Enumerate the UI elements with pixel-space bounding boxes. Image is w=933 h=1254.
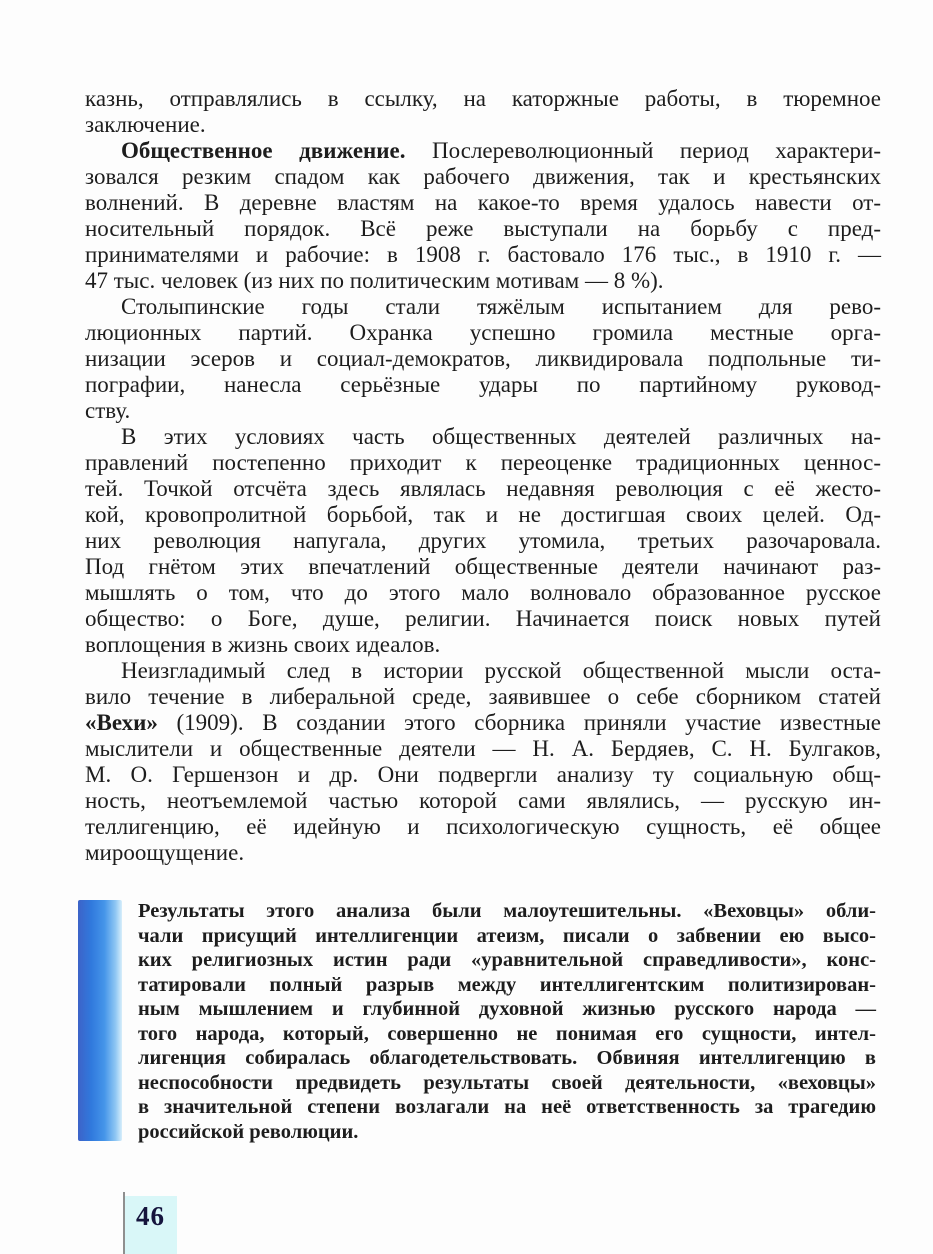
text-line: в значительной степени возлагали на неё ответственность за трагедию — [138, 1096, 876, 1118]
text-line: воплощения в жизнь своих идеалов. — [85, 632, 441, 657]
supplement-block — [85, 899, 881, 1144]
text-line: 47 тыс. человек (из них по политическим мотивам — 8 %). — [85, 268, 664, 293]
text-line: пографии, нанесла серьёзные удары по партийному руковод- — [85, 372, 881, 397]
text-line: теллигенцию, её идейную и психологическую сущность, её общее — [85, 814, 881, 839]
text-line: мироощущение. — [85, 840, 245, 865]
text-line: люционных партий. Охранка успешно громила местные орга- — [85, 320, 881, 345]
text-line: Результаты этого анализа были малоутешительны. «Веховцы» обли- — [138, 900, 876, 922]
text-line: ным мышлением и глубинной духовной жизнью русского народа — — [138, 998, 876, 1020]
text-line: лигенция собиралась облагодетельствовать. Обвиняя интеллигенцию в — [138, 1047, 876, 1069]
text-line: казнь, отправлялись в ссылку, на каторжные работы, в тюремное — [85, 86, 881, 111]
text-line: низации эсеров и социал-демократов, ликвидировала подпольные ти- — [85, 346, 881, 371]
text-line: татировали полный разрыв между интеллигентским политизирован- — [138, 973, 876, 996]
text-line: Общественное движение. Послереволюционный период характери- — [121, 138, 882, 163]
text-line: зовался резким спадом как рабочего движения, так и крестьянских — [85, 164, 881, 189]
text-line: В этих условиях часть общественных деятелей различных на- — [121, 424, 881, 449]
text-line: мышлять о том, что до этого мало волновало образованное русское — [85, 580, 881, 605]
text-line: общество: о Боге, душе, религии. Начинается поиск новых путей — [85, 606, 881, 631]
text-line: них революция напугала, других утомила, третьих разочаровала. — [85, 528, 881, 553]
text-line: Под гнётом этих впечатлений общественные деятели начинают раз- — [85, 554, 881, 579]
text-line: тей. Точкой отсчёта здесь являлась недавняя революция с её жесто- — [85, 476, 881, 501]
text-line: чали присущий интеллигенции атеизм, писали о забвении ею высо- — [138, 924, 876, 947]
text-line: заключение. — [85, 112, 206, 137]
text-line: М. О. Гершензон и др. Они подвергли анализу ту социальную общ- — [85, 762, 881, 787]
text-line: «Вехи» (1909). В создании этого сборника приняли участие известные — [85, 710, 881, 735]
page-number-box — [125, 1196, 177, 1254]
text-line: ству. — [85, 398, 131, 423]
text-line: Неизгладимый след в истории русской общественной мысли оста- — [121, 658, 881, 683]
text-line: мыслители и общественные деятели — Н. А. Бердяев, С. Н. Булгаков, — [85, 736, 881, 761]
text-line: неспособности предвидеть результаты своей деятельности, «веховцы» — [138, 1071, 876, 1094]
text-line: того народа, который, совершенно не понимая его сущности, интел- — [138, 1022, 876, 1045]
main-text-block — [85, 86, 881, 866]
text-line: вило течение в либеральной среде, заявившее о себе сборником статей — [85, 684, 881, 709]
text-line: Столыпинские годы стали тяжёлым испытанием для рево- — [121, 294, 881, 319]
text-line: правлений постепенно приходит к переоценке традиционных ценнос- — [85, 450, 881, 475]
supplement-text — [138, 899, 876, 1144]
text-line: волнений. В деревне властям на какое-то время удалось навести от- — [85, 190, 881, 215]
text-line: кой, кровопролитной борьбой, так и не достигшая своих целей. Од- — [85, 502, 881, 527]
text-line: российской революции. — [138, 1120, 359, 1143]
text-line: носительный порядок. Всё реже выступали на борьбу с пред- — [85, 216, 881, 241]
text-line: ких религиозных истин ради «уравнительной справедливости», конс- — [138, 949, 876, 971]
page-number: 46 — [136, 1201, 165, 1231]
accent-bar-decoration — [78, 900, 122, 1141]
text-line: принимателями и рабочие: в 1908 г. бастовало 176 тыс., в 1910 г. — — [85, 242, 881, 267]
text-line: ность, неотъемлемой частью которой сами являлись, — русскую ин- — [85, 788, 881, 813]
